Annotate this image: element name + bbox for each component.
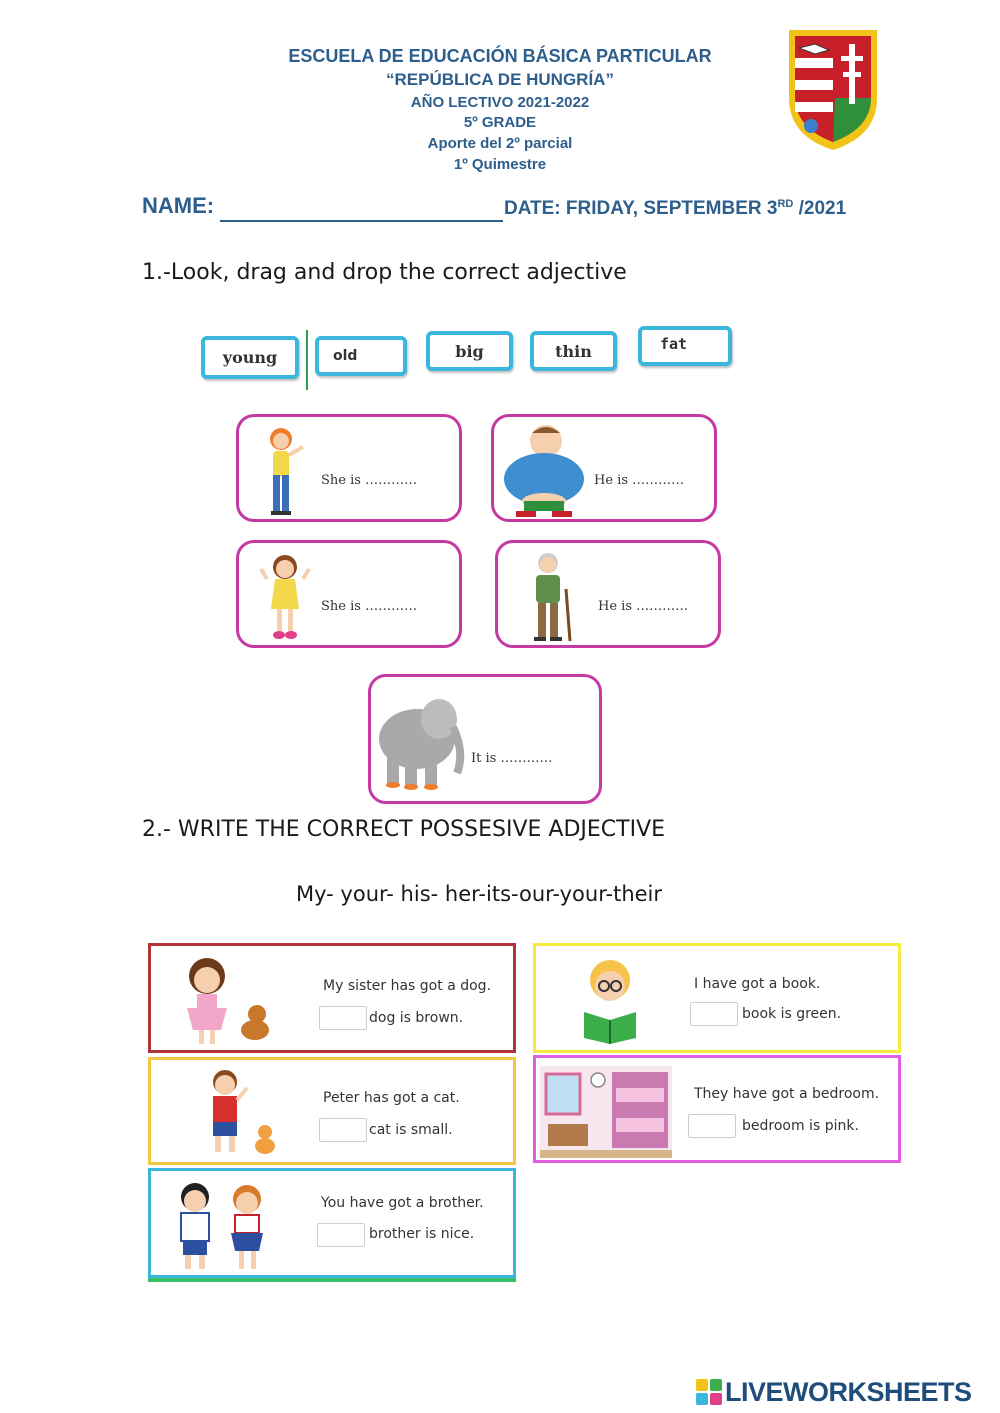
card-sentence: She is ………… bbox=[321, 599, 418, 614]
date-label: DATE: FRIDAY, SEPTEMBER 3RD /2021 bbox=[504, 198, 847, 219]
adjective-card-girl[interactable] bbox=[236, 540, 462, 648]
word-tile-old[interactable]: old bbox=[315, 336, 407, 376]
school-crest-icon bbox=[785, 28, 881, 152]
card-sentence: It is ………… bbox=[471, 751, 553, 766]
school-name-line1: ESCUELA DE EDUCACIÓN BÁSICA PARTICULAR bbox=[288, 46, 712, 66]
possessive-card-peter-cat bbox=[148, 1057, 516, 1165]
answer-input[interactable] bbox=[319, 1006, 367, 1030]
name-blank-line[interactable] bbox=[220, 220, 503, 222]
card-sentence: He is ………… bbox=[598, 599, 689, 614]
sentence: Peter has got a cat. bbox=[323, 1090, 460, 1106]
name-label: NAME: bbox=[142, 193, 215, 218]
boy-with-cat-icon bbox=[201, 1066, 281, 1160]
liveworksheets-icon bbox=[696, 1379, 722, 1405]
answer-input[interactable] bbox=[688, 1114, 736, 1138]
name-date-row bbox=[142, 193, 902, 227]
exercise2-title: 2.- WRITE THE CORRECT POSSESIVE ADJECTIVE bbox=[142, 817, 666, 842]
school-name-line2: “REPÚBLICA DE HUNGRÍA” bbox=[386, 70, 614, 89]
bedroom-icon bbox=[540, 1066, 672, 1158]
answer-input[interactable] bbox=[317, 1223, 365, 1247]
divider bbox=[148, 1278, 516, 1282]
term: Aporte del 2º parcial bbox=[427, 135, 573, 152]
young-woman-icon bbox=[259, 423, 313, 519]
blank-sentence: bedroom is pink. bbox=[742, 1118, 859, 1134]
school-year: AÑO LECTIVO 2021-2022 bbox=[410, 94, 590, 111]
exercise1-title: 1.-Look, drag and drop the correct adjective bbox=[142, 260, 627, 285]
boy-and-girl-icon bbox=[161, 1179, 281, 1273]
answer-input[interactable] bbox=[319, 1118, 367, 1142]
divider bbox=[306, 330, 308, 390]
elephant-icon bbox=[373, 683, 467, 793]
old-man-icon bbox=[524, 549, 580, 645]
adjective-card-elephant[interactable] bbox=[368, 674, 602, 804]
blank-sentence: brother is nice. bbox=[369, 1226, 475, 1242]
card-sentence: She is ………… bbox=[321, 473, 418, 488]
word-tile-fat[interactable]: fat bbox=[638, 326, 732, 366]
possessive-card-book bbox=[533, 943, 901, 1053]
adjective-card-young-woman[interactable] bbox=[236, 414, 462, 522]
liveworksheets-logo[interactable] bbox=[696, 1374, 972, 1410]
sentence: You have got a brother. bbox=[321, 1195, 484, 1211]
word-tile-thin[interactable]: thin bbox=[530, 331, 617, 371]
adjective-card-fat-man[interactable] bbox=[491, 414, 717, 522]
word-tile-big[interactable]: big bbox=[426, 331, 513, 371]
grade: 5º GRADE bbox=[463, 114, 537, 131]
word-tile-young[interactable]: young bbox=[201, 336, 299, 379]
quimestre: 1º Quimestre bbox=[453, 156, 547, 173]
boy-reading-book-icon bbox=[576, 954, 642, 1050]
adjective-card-old-man[interactable] bbox=[495, 540, 721, 648]
sentence: I have got a book. bbox=[694, 976, 821, 992]
possessive-card-bedroom bbox=[533, 1055, 901, 1163]
sentence: My sister has got a dog. bbox=[323, 978, 492, 994]
answer-input[interactable] bbox=[690, 1002, 738, 1026]
possessive-card-sister-dog bbox=[148, 943, 516, 1053]
fat-man-icon bbox=[498, 421, 588, 519]
sentence: They have got a bedroom. bbox=[694, 1086, 880, 1102]
brand-name: LIVEWORKSHEETS bbox=[725, 1376, 972, 1407]
possessive-card-brother bbox=[148, 1168, 516, 1278]
blank-sentence: cat is small. bbox=[369, 1122, 453, 1138]
girl-with-dog-icon bbox=[177, 954, 277, 1048]
girl-icon bbox=[257, 549, 313, 641]
blank-sentence: dog is brown. bbox=[369, 1010, 464, 1026]
card-sentence: He is ………… bbox=[594, 473, 685, 488]
possessive-options: My- your- his- her-its-our-your-their bbox=[296, 882, 663, 906]
blank-sentence: book is green. bbox=[742, 1006, 842, 1022]
